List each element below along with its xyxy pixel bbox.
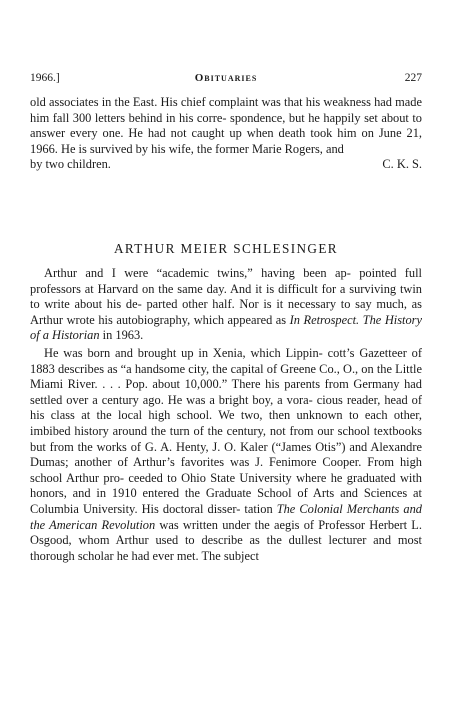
article-body [30, 266, 422, 564]
text-line: it is difficult for a surviving twin to write about his de- [30, 281, 422, 312]
text-line: but from the works of G. A. Henty, J. O. Kaler (“James [30, 439, 312, 454]
author-initials: C. K. S. [382, 157, 422, 172]
text-line: Otis”) and Alexandre Dumas; another of Arthur’s favorites [30, 439, 423, 470]
text-line: whom Arthur used to describe as the dullest lecturer and [78, 533, 392, 548]
paragraph-2 [30, 346, 422, 564]
text-line: pointed full professors at Harvard on the same day. And [30, 266, 422, 296]
text-line: ceeded to Ohio State University where he graduated with [128, 470, 422, 485]
text-line: settled over a century ago. He was a bright boy, a vora- [30, 392, 313, 407]
text-line: He is survived by his wife, the former Marie Rogers, and [61, 141, 344, 156]
previous-obituary-paragraph [30, 95, 422, 157]
text-line: the turn of the century, not from our school textbooks [150, 423, 422, 438]
text-line: cott’s Gazetteer of 1883 describes as “a handsome city, the [30, 345, 423, 376]
text-line: had not caught up when death took him on June 21, 1966. [30, 126, 422, 156]
paragraph-1 [30, 266, 422, 344]
article-title: ARTHUR MEIER SCHLESINGER [113, 241, 339, 256]
final-text-line: by two children. [30, 157, 111, 172]
text-line: was J. Fenimore Cooper. From high school Arthur pro- [30, 455, 422, 485]
text-line: old associates in the East. His chief complaint was that his [30, 95, 321, 109]
text-line: spondence, but he happily set about to answer every one. He [30, 110, 422, 141]
text-line: Pop. about 10,000.” There his parents from Germany had [125, 377, 422, 392]
text-line: capital of Greene Co., O., on the Little Miami River. . . . [30, 361, 422, 392]
text-line: cious reader, head of his class at the local high school. We [30, 392, 422, 423]
dissertation-title: The Colonial Merchants and the American Revolution [30, 501, 422, 532]
page-number: 227 [404, 72, 422, 84]
running-head-year: 1966.] [30, 72, 60, 84]
running-head-section: Obituaries [194, 72, 258, 84]
text-line: parted other half. Nor is it necessary to say much, as [146, 297, 423, 312]
text-line: honors, and in 1910 entered the Graduate School of Arts [30, 486, 335, 501]
text-line: tation [244, 501, 277, 516]
text-line: in 1963. [99, 328, 144, 343]
text-line: He was born and brought up in Xenia, which Lippin- [44, 345, 323, 360]
previous-obituary-ending [30, 95, 422, 173]
text-line: Arthur wrote his autobiography, which appeared as [30, 312, 290, 327]
signature-line [30, 157, 422, 173]
text-line: most thorough scholar he had ever met. The subject [30, 533, 422, 563]
running-head [30, 70, 422, 86]
text-line: and Sciences at Columbia University. His doctoral disser- [30, 486, 422, 516]
text-line: was written under the aegis of Professor Herbert L. Osgood, [30, 517, 422, 548]
text-line: Arthur and I were “academic twins,” having been ap- [44, 266, 351, 280]
book-title: In Retrospect. The History of a Historian [30, 312, 422, 343]
text-line: weakness had made him fall 300 letters behind in his corre- [30, 95, 422, 125]
text-line: two, then unknown to each other, imbibed history around [30, 408, 422, 438]
